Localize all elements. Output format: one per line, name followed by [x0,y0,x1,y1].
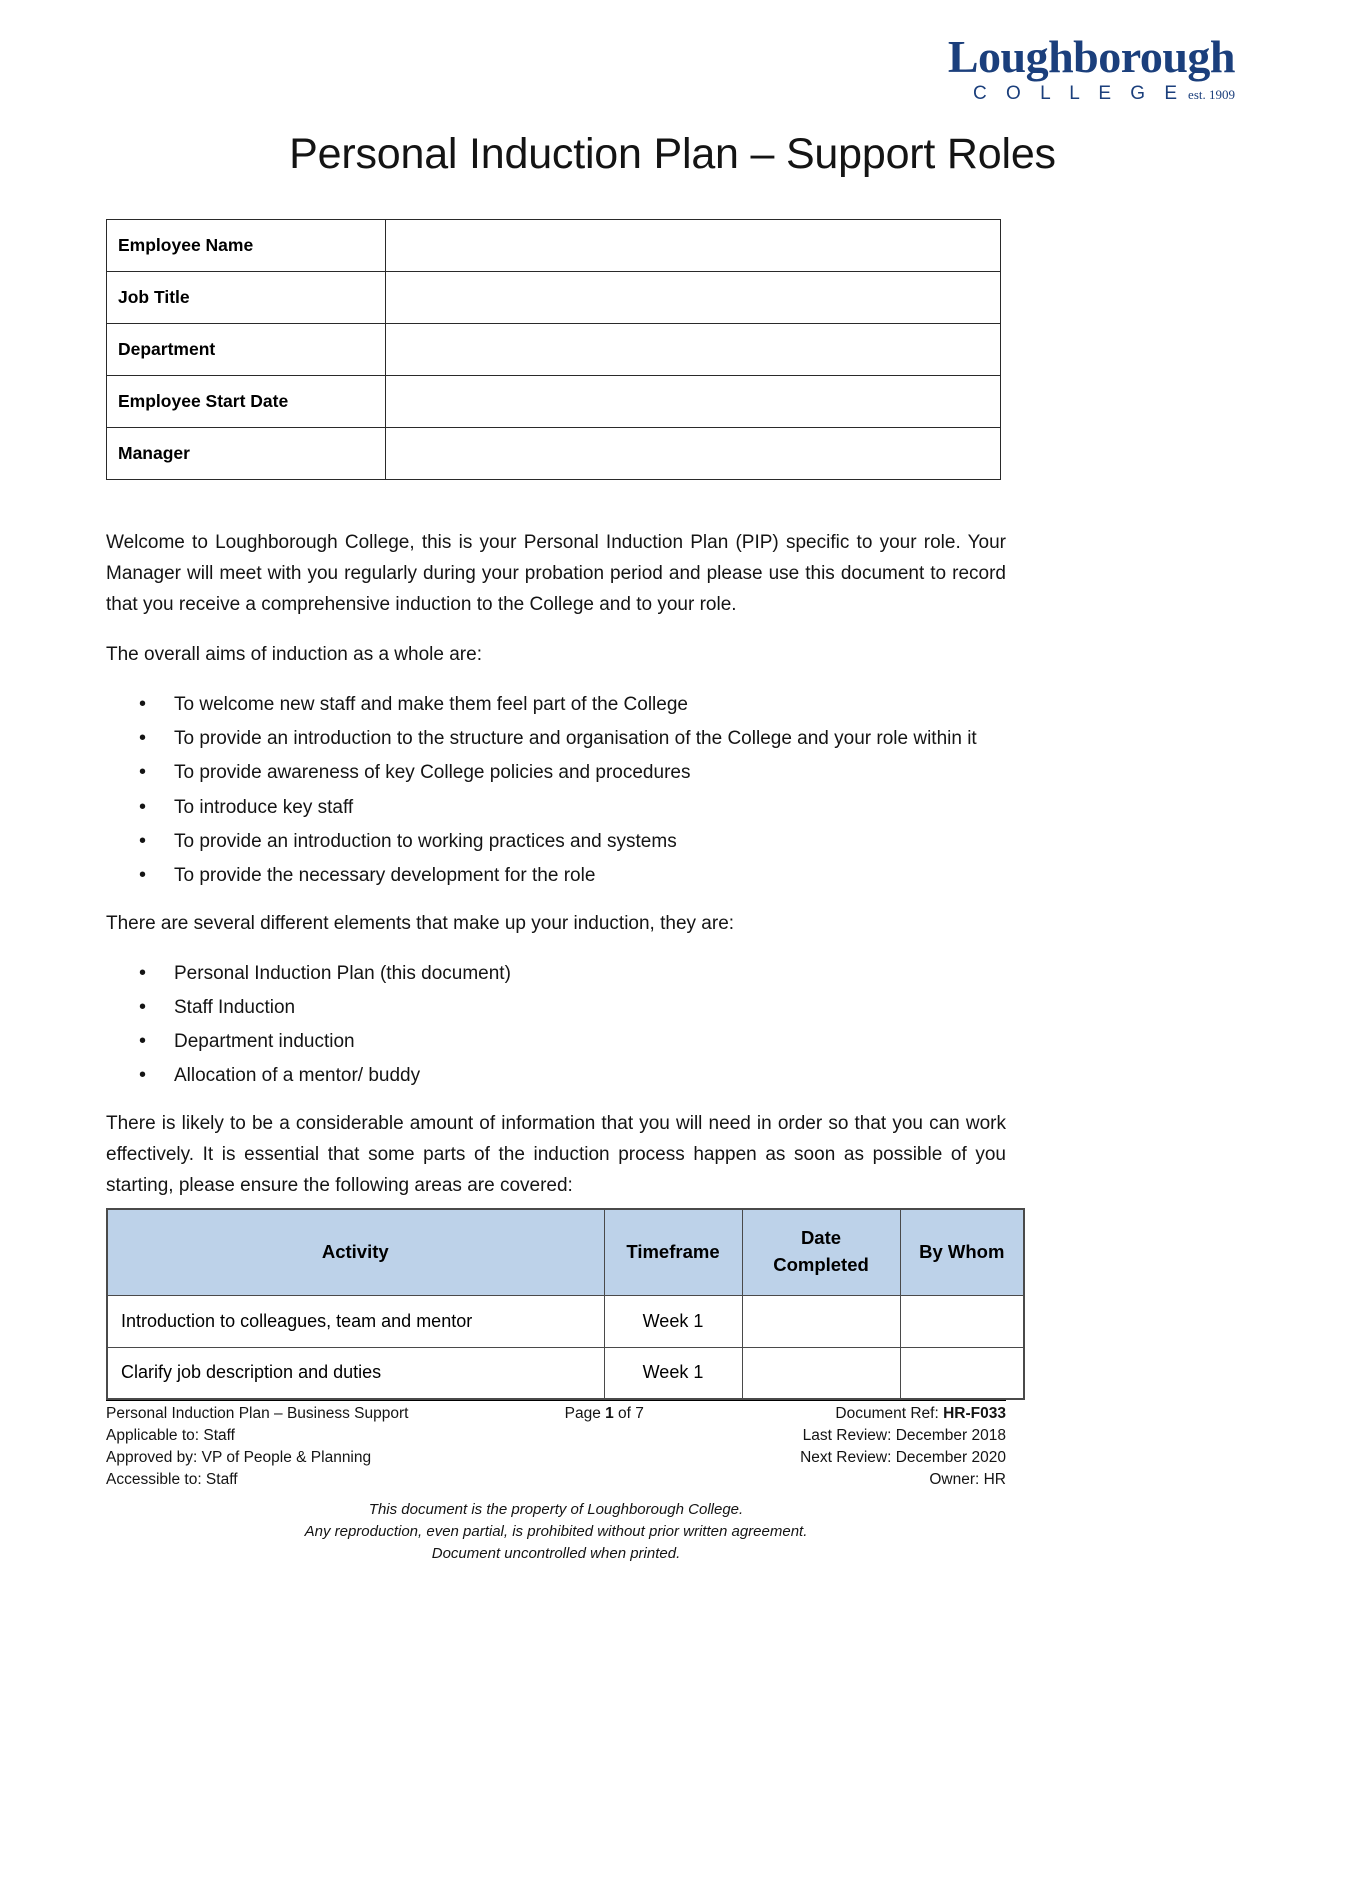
footer-accessible-to: Accessible to: Staff [106,1471,238,1488]
info-label-employee-start-date: Employee Start Date [107,376,386,428]
page-footer [106,1403,1006,1564]
cell-timeframe: Week 1 [604,1347,742,1399]
footer-applicable-to: Applicable to: Staff [106,1427,235,1444]
footer-divider [106,1400,1006,1401]
footer-document-ref [800,1403,1006,1425]
info-field-employee-start-date[interactable] [385,376,1000,428]
info-label-manager: Manager [107,428,386,480]
footer-right-block [800,1403,1006,1491]
list-item: • To provide the necessary development for the role [106,860,1006,891]
info-field-job-title[interactable] [385,272,1000,324]
logo-established-text: est. 1909 [1188,87,1235,102]
cell-activity: Introduction to colleagues, team and mentor [107,1295,604,1347]
footer-approved-by: Approved by: VP of People & Planning [106,1449,372,1466]
column-header-activity: Activity [107,1209,604,1295]
footer-last-review: Last Review: December 2018 [802,1427,1006,1444]
list-item: • To introduce key staff [106,792,1006,823]
document-ref-label: Document Ref: [835,1405,944,1422]
aims-lead-in: The overall aims of induction as a whole are: [106,644,482,666]
logo-college-text: C O L L E G E [973,83,1185,104]
list-item: • To provide awareness of key College policies and procedures [106,757,1006,788]
column-header-timeframe: Timeframe [604,1209,742,1295]
elements-lead-in: There are several different elements that make up your induction, they are: [106,913,735,934]
logo-wordmark: Loughborough [947,31,1235,82]
table-row [107,220,1001,272]
list-item: • To welcome new staff and make them feel part of the College [106,689,1006,720]
legal-notice-line3: Document uncontrolled when printed. [431,1544,681,1562]
page-title: Personal Induction Plan – Support Roles [289,130,1056,178]
table-row [107,272,1001,324]
list-item: • Staff Induction [106,992,1006,1023]
table-header-row [107,1209,1024,1295]
footer-legal-notice [106,1499,1006,1564]
page-label-suffix: of 7 [613,1405,644,1422]
loughborough-college-logo [947,31,1235,104]
cell-by-whom[interactable] [900,1295,1024,1347]
employee-info-table [106,219,1001,480]
info-field-manager[interactable] [385,428,1000,480]
table-row [107,324,1001,376]
table-row [107,1295,1024,1347]
info-label-job-title: Job Title [107,272,386,324]
footer-doc-name: Personal Induction Plan – Business Support [106,1405,409,1422]
footer-page-indicator [565,1403,644,1425]
info-label-employee-name: Employee Name [107,220,386,272]
intro-paragraph: Welcome to Loughborough College, this is your Personal Induction Plan (PIP) specific to your role. Your Manager will meet with you regularly during your probation period and please use this document to record that you receive a comprehensive induction to the College and to your role. [106,532,1006,615]
footer-owner: Owner: HR [929,1471,1006,1488]
column-header-date-line1: Date [800,1227,842,1249]
info-label-department: Department [107,324,386,376]
page-label-prefix: Page [564,1405,606,1422]
induction-elements-list [106,958,1006,1092]
footer-left-block [106,1403,408,1491]
list-item: • Personal Induction Plan (this document) [106,958,1006,989]
page-number: 1 [605,1405,614,1422]
list-item: • To provide an introduction to working practices and systems [106,826,1006,857]
legal-notice-line1: This document is the property of Loughborough College. [368,1501,744,1518]
legal-notice-line2: Any reproduction, even partial, is prohibited without prior written agreement. [304,1522,808,1540]
cell-by-whom[interactable] [900,1347,1024,1399]
cell-date-completed[interactable] [742,1295,900,1347]
list-item: • Allocation of a mentor/ buddy [106,1060,1006,1091]
logo-subrow [948,84,1235,103]
list-item: • To provide an introduction to the structure and organisation of the College and your role within it [106,723,1006,754]
info-field-department[interactable] [385,324,1000,376]
footer-next-review: Next Review: December 2020 [800,1449,1006,1466]
table-row [107,376,1001,428]
list-item: • Department induction [106,1026,1006,1057]
cell-activity: Clarify job description and duties [107,1347,604,1399]
column-header-by-whom: By Whom [900,1209,1024,1295]
table-row [107,1347,1024,1399]
column-header-date-completed [742,1209,900,1295]
induction-activity-table [106,1208,1025,1400]
closing-paragraph: There is likely to be a considerable amount of information that you will need in order so that you can work effectively. It is essential that some parts of the induction process happen as soon as possible of you starting, please ensure the following areas are covered: [106,1113,1006,1196]
column-header-date-line2: Completed [773,1254,869,1276]
info-field-employee-name[interactable] [385,220,1000,272]
document-ref-value: HR-F033 [943,1405,1006,1422]
document-body [106,528,1006,1222]
cell-timeframe: Week 1 [604,1295,742,1347]
induction-aims-list [106,689,1006,891]
table-row [107,428,1001,480]
cell-date-completed[interactable] [742,1347,900,1399]
